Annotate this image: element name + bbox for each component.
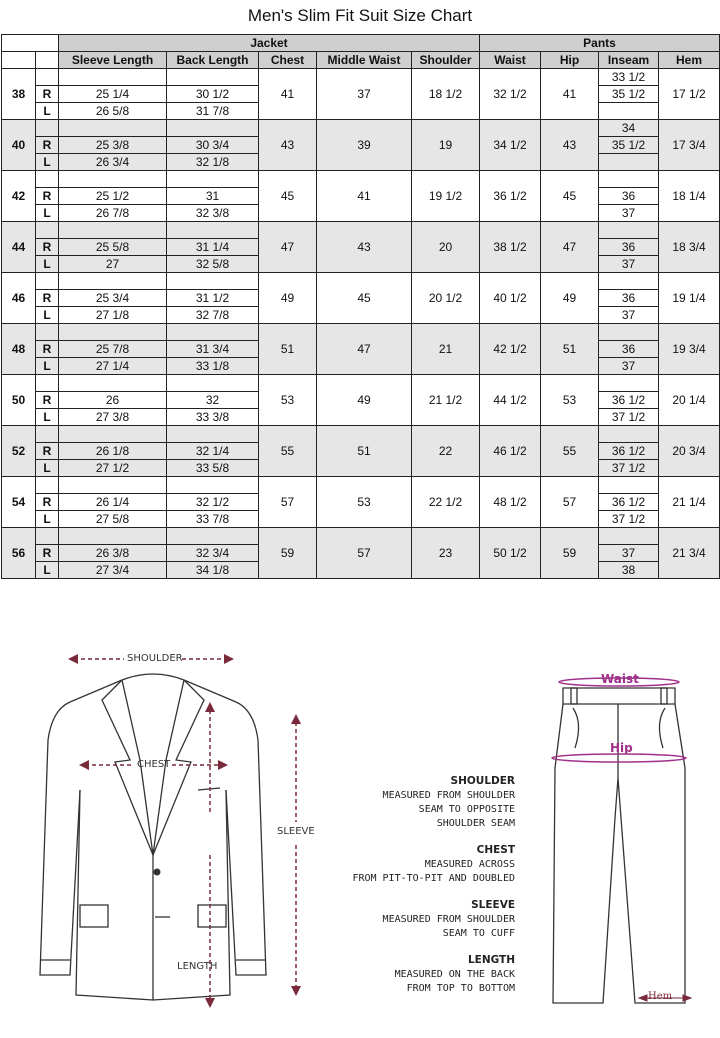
waist-cell: 42 1/2 [480,324,541,375]
instruction-heading: SLEEVE [471,899,515,911]
pants-header: Pants [480,35,720,52]
sleeve-length-long: 27 1/2 [59,460,167,477]
regular-label: R [36,545,59,562]
hip-label: Hip [610,741,633,755]
sleeve-length-long: 27 1/4 [59,358,167,375]
table-row [2,324,720,341]
inseam-long: 37 1/2 [599,511,659,528]
corner-cell [2,52,36,69]
back-length-long: 32 5/8 [167,256,259,273]
chest-cell: 51 [259,324,317,375]
column-header: Back Length [167,52,259,69]
hip-cell: 41 [541,69,599,120]
chest-label: CHEST [137,759,171,770]
inseam-regular: 36 [599,239,659,256]
column-header: Middle Waist [317,52,412,69]
back-length-long: 33 3/8 [167,409,259,426]
sleeve-length-regular: 25 3/4 [59,290,167,307]
waist-cell: 46 1/2 [480,426,541,477]
back-length-long: 33 1/8 [167,358,259,375]
shoulder-cell: 21 1/2 [412,375,480,426]
size-cell: 46 [2,273,36,324]
inseam-regular: 36 1/2 [599,494,659,511]
size-cell: 42 [2,171,36,222]
empty-cell [59,426,167,443]
inseam-cell [599,477,659,494]
shoulder-cell: 19 1/2 [412,171,480,222]
inseam-cell [599,528,659,545]
inseam-regular: 37 [599,545,659,562]
waist-cell: 32 1/2 [480,69,541,120]
middle-waist-cell: 43 [317,222,412,273]
empty-cell [167,222,259,239]
inseam-regular: 36 [599,341,659,358]
sleeve-length-regular: 25 1/4 [59,86,167,103]
long-label: L [36,511,59,528]
inseam-long: 37 1/2 [599,409,659,426]
instruction-line: MEASURED FROM SHOULDER [382,790,515,801]
inseam-cell [599,324,659,341]
table-row [2,426,720,443]
back-length-regular: 32 1/4 [167,443,259,460]
back-length-long: 31 7/8 [167,103,259,120]
chest-cell: 43 [259,120,317,171]
instructions [320,774,515,1008]
sleeve-length-regular: 26 [59,392,167,409]
instruction-heading: CHEST [476,844,515,856]
long-label: L [36,409,59,426]
hem-cell: 20 3/4 [659,426,720,477]
back-length-long: 33 5/8 [167,460,259,477]
regular-label: R [36,137,59,154]
empty-cell [59,222,167,239]
sleeve-length-regular: 26 1/8 [59,443,167,460]
size-cell: 54 [2,477,36,528]
regular-label: R [36,494,59,511]
long-label: L [36,154,59,171]
hem-cell: 20 1/4 [659,375,720,426]
hem-cell: 18 1/4 [659,171,720,222]
sleeve-length-regular: 25 7/8 [59,341,167,358]
sleeve-length-long: 26 3/4 [59,154,167,171]
empty-cell [59,171,167,188]
table-row [2,375,720,392]
inseam-long: 37 [599,307,659,324]
column-header: Shoulder [412,52,480,69]
back-length-long: 32 3/8 [167,205,259,222]
shoulder-label: SHOULDER [127,653,183,664]
inseam-long: 37 1/2 [599,460,659,477]
corner-cell [36,52,59,69]
back-length-regular: 32 1/2 [167,494,259,511]
hip-cell: 53 [541,375,599,426]
instruction-line: SHOULDER SEAM [436,818,515,829]
regular-label: R [36,392,59,409]
middle-waist-cell: 37 [317,69,412,120]
shoulder-cell: 20 [412,222,480,273]
chest-cell: 57 [259,477,317,528]
waist-cell: 40 1/2 [480,273,541,324]
length-label: LENGTH [177,961,218,972]
shoulder-cell: 19 [412,120,480,171]
back-length-regular: 32 3/4 [167,545,259,562]
long-label: L [36,562,59,579]
middle-waist-cell: 45 [317,273,412,324]
sleeve-length-regular: 25 1/2 [59,188,167,205]
inseam-regular: 36 [599,290,659,307]
empty-cell [167,477,259,494]
instruction-heading: LENGTH [467,954,515,966]
waist-cell: 44 1/2 [480,375,541,426]
chest-cell: 41 [259,69,317,120]
inseam-cell [599,375,659,392]
chest-cell: 53 [259,375,317,426]
table-row [2,120,720,137]
column-header: Hem [659,52,720,69]
size-cell: 38 [2,69,36,120]
middle-waist-cell: 47 [317,324,412,375]
empty-cell [167,426,259,443]
size-cell: 50 [2,375,36,426]
table-row [2,477,720,494]
shoulder-cell: 20 1/2 [412,273,480,324]
empty-cell [167,273,259,290]
column-header: Sleeve Length [59,52,167,69]
empty-cell [36,528,59,545]
back-length-long: 32 7/8 [167,307,259,324]
long-label: L [36,103,59,120]
instruction-line: SEAM TO OPPOSITE [418,804,515,815]
back-length-long: 34 1/8 [167,562,259,579]
table-row [2,222,720,239]
hip-cell: 51 [541,324,599,375]
inseam-cell [599,426,659,443]
sleeve-label: SLEEVE [277,826,315,837]
instruction-line: SEAM TO CUFF [442,928,515,939]
chest-cell: 47 [259,222,317,273]
sleeve-length-long: 27 3/8 [59,409,167,426]
long-label: L [36,460,59,477]
instruction-line: FROM PIT-TO-PIT AND DOUBLED [352,873,515,884]
waist-cell: 50 1/2 [480,528,541,579]
corner-cell [2,35,59,52]
table-row [2,69,720,86]
back-length-regular: 30 1/2 [167,86,259,103]
inseam-regular: 36 1/2 [599,392,659,409]
back-length-regular: 31 [167,188,259,205]
back-length-regular: 30 3/4 [167,137,259,154]
regular-label: R [36,341,59,358]
hip-cell: 57 [541,477,599,528]
empty-cell [36,171,59,188]
instruction-block [320,953,515,996]
size-table [1,34,720,579]
sleeve-length-regular: 26 3/8 [59,545,167,562]
hem-cell: 19 1/4 [659,273,720,324]
shoulder-cell: 22 1/2 [412,477,480,528]
shoulder-cell: 18 1/2 [412,69,480,120]
column-header: Hip [541,52,599,69]
table-row [2,171,720,188]
empty-cell [167,528,259,545]
hem-cell: 17 1/2 [659,69,720,120]
inseam-cell [599,222,659,239]
waist-cell: 36 1/2 [480,171,541,222]
instruction-line: MEASURED ACROSS [424,859,515,870]
shoulder-cell: 22 [412,426,480,477]
sleeve-length-regular: 25 3/8 [59,137,167,154]
column-header: Inseam [599,52,659,69]
instruction-block [320,843,515,886]
hem-cell: 21 3/4 [659,528,720,579]
back-length-long: 33 7/8 [167,511,259,528]
inseam-regular: 36 [599,188,659,205]
empty-cell [167,120,259,137]
regular-label: R [36,188,59,205]
column-header: Waist [480,52,541,69]
back-length-regular: 31 3/4 [167,341,259,358]
waist-cell: 38 1/2 [480,222,541,273]
long-label: L [36,358,59,375]
sleeve-length-long: 27 5/8 [59,511,167,528]
inseam-regular: 36 1/2 [599,443,659,460]
inseam-cell [599,273,659,290]
hip-cell: 59 [541,528,599,579]
empty-cell [59,324,167,341]
inseam-cell [599,171,659,188]
size-cell: 52 [2,426,36,477]
size-cell: 48 [2,324,36,375]
back-length-regular: 32 [167,392,259,409]
instruction-block [320,774,515,831]
empty-cell [36,375,59,392]
inseam-long: 37 [599,256,659,273]
inseam-long [599,154,659,171]
size-cell: 56 [2,528,36,579]
hem-cell: 17 3/4 [659,120,720,171]
inseam-long: 37 [599,205,659,222]
chest-cell: 45 [259,171,317,222]
empty-cell [36,426,59,443]
shoulder-cell: 21 [412,324,480,375]
hem-cell: 19 3/4 [659,324,720,375]
inseam-regular: 35 1/2 [599,86,659,103]
instruction-heading: SHOULDER [450,775,515,787]
middle-waist-cell: 53 [317,477,412,528]
size-cell: 44 [2,222,36,273]
empty-cell [36,477,59,494]
instruction-line: MEASURED FROM SHOULDER [382,914,515,925]
jacket-header: Jacket [59,35,480,52]
chest-cell: 49 [259,273,317,324]
regular-label: R [36,239,59,256]
inseam-cell: 33 1/2 [599,69,659,86]
hip-cell: 55 [541,426,599,477]
back-length-regular: 31 1/4 [167,239,259,256]
regular-label: R [36,86,59,103]
empty-cell [167,375,259,392]
inseam-long: 37 [599,358,659,375]
empty-cell [59,375,167,392]
empty-cell [36,120,59,137]
long-label: L [36,256,59,273]
hem-cell: 21 1/4 [659,477,720,528]
table-row [2,528,720,545]
chest-cell: 59 [259,528,317,579]
pants-diagram [545,668,695,1018]
empty-cell [167,69,259,86]
column-header: Chest [259,52,317,69]
middle-waist-cell: 49 [317,375,412,426]
sleeve-length-regular: 25 5/8 [59,239,167,256]
middle-waist-cell: 41 [317,171,412,222]
regular-label: R [36,443,59,460]
long-label: L [36,307,59,324]
empty-cell [167,171,259,188]
empty-cell [59,528,167,545]
waist-cell: 34 1/2 [480,120,541,171]
sleeve-length-long: 27 [59,256,167,273]
sleeve-length-long: 26 5/8 [59,103,167,120]
middle-waist-cell: 51 [317,426,412,477]
table-row [2,273,720,290]
sleeve-length-long: 27 3/4 [59,562,167,579]
back-length-regular: 31 1/2 [167,290,259,307]
empty-cell [36,273,59,290]
regular-label: R [36,290,59,307]
inseam-long: 38 [599,562,659,579]
back-length-long: 32 1/8 [167,154,259,171]
long-label: L [36,205,59,222]
inseam-regular: 35 1/2 [599,137,659,154]
empty-cell [59,69,167,86]
button-icon [154,869,161,876]
size-cell: 40 [2,120,36,171]
hem-label: Hem [648,991,673,1002]
hem-cell: 18 3/4 [659,222,720,273]
waist-cell: 48 1/2 [480,477,541,528]
empty-cell [59,120,167,137]
chest-cell: 55 [259,426,317,477]
sleeve-length-long: 26 7/8 [59,205,167,222]
hip-cell: 45 [541,171,599,222]
inseam-cell: 34 [599,120,659,137]
hip-cell: 47 [541,222,599,273]
empty-cell [36,69,59,86]
sleeve-length-regular: 26 1/4 [59,494,167,511]
empty-cell [36,222,59,239]
chart-title: Men's Slim Fit Suit Size Chart [247,6,473,25]
empty-cell [59,477,167,494]
empty-cell [167,324,259,341]
sleeve-length-long: 27 1/8 [59,307,167,324]
instruction-line: FROM TOP TO BOTTOM [406,983,515,994]
hip-cell: 43 [541,120,599,171]
empty-cell [36,324,59,341]
inseam-long [599,103,659,120]
middle-waist-cell: 39 [317,120,412,171]
hip-cell: 49 [541,273,599,324]
middle-waist-cell: 57 [317,528,412,579]
waist-label: Waist [601,672,639,686]
instruction-line: MEASURED ON THE BACK [394,969,515,980]
empty-cell [59,273,167,290]
instruction-block [320,898,515,941]
shoulder-cell: 23 [412,528,480,579]
